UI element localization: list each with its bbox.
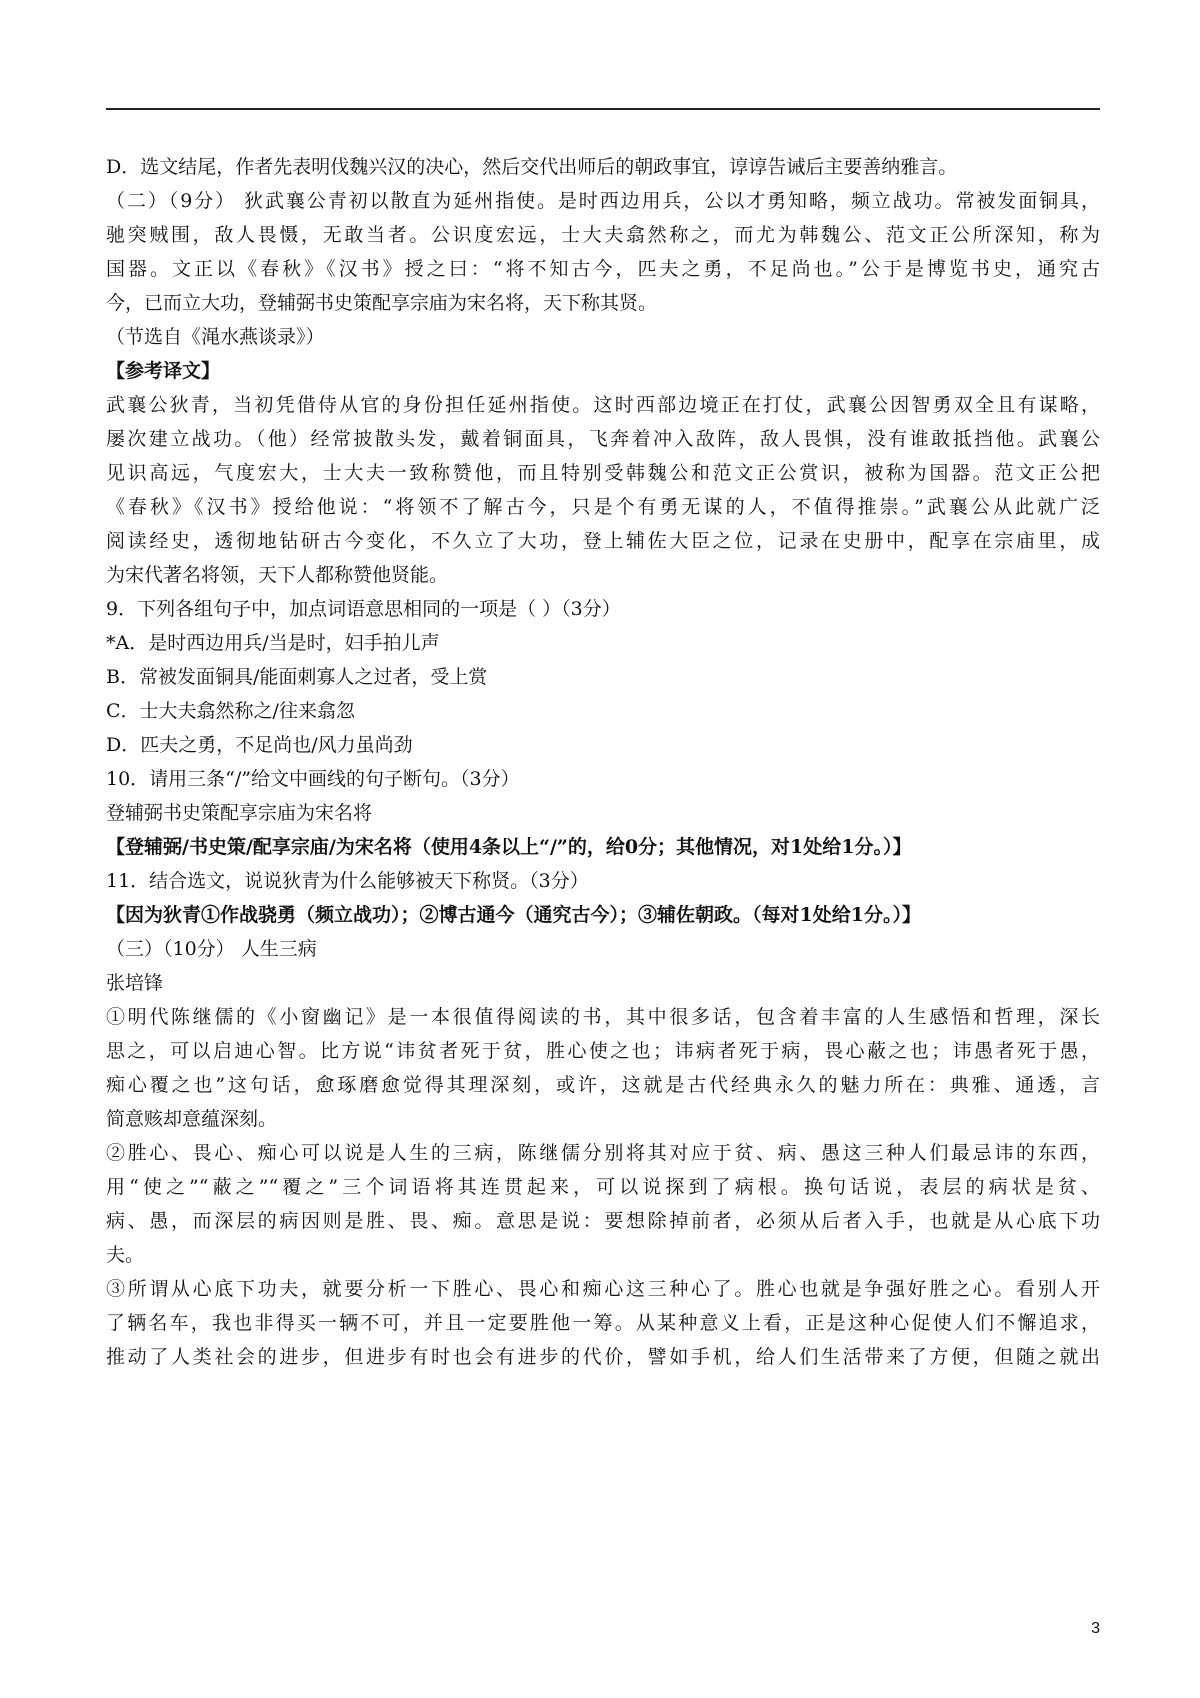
text-line: 11．结合选文，说说狄青为什么能够被天下称贤。（3分） — [106, 870, 589, 892]
text-line: ②胜心、畏心、痴心可以说是人生的三病，陈继儒分别将其对应于贫、病、愚这三种人们最忌讳的东西， — [106, 1142, 1100, 1164]
text-line: ①明代陈继儒的《小窗幽记》是一本很值得阅读的书，其中很多话，包含着丰富的人生感悟和哲理，深长 — [106, 1006, 1100, 1028]
text-line: （节选自《渑水燕谈录》） — [106, 326, 325, 348]
text-line: 了辆名车，我也非得买一辆不可，并且一定要胜他一筹。从某种意义上看，正是这种心促使人们不懈追求， — [106, 1312, 1100, 1334]
text-line: 《春秋》《汉书》授给他说：“将领不了解古今，只是个有勇无谋的人，不值得推崇。”武襄公从此就广泛 — [106, 496, 1100, 518]
text-line: （二）（9分） 狄武襄公青初以散直为延州指使。是时西边用兵，公以才勇知略，频立战功。常被发面铜具， — [106, 190, 1100, 212]
text-line: 今，已而立大功，登辅弼书史策配享宗庙为宋名将，天下称其贤。 — [106, 292, 658, 314]
text-line: 屡次建立战功。（他）经常披散头发，戴着铜面具，飞奔着冲入敌阵，敌人畏惧，没有谁敢抵挡他。武襄公 — [106, 428, 1100, 450]
text-line: 武襄公狄青，当初凭借侍从官的身份担任延州指使。这时西部边境正在打仗，武襄公因智勇双全且有谋略， — [106, 394, 1100, 416]
text-line: 阅读经史，透彻地钻研古今变化，不久立了大功，登上辅佐大臣之位，记录在史册中，配享在宗庙里，成 — [106, 530, 1100, 552]
text-line: 痴心覆之也”这句话，愈琢磨愈觉得其理深刻，或许，这就是古代经典永久的魅力所在：典雅、通透，言 — [106, 1074, 1100, 1096]
page-number: 3 — [1091, 1620, 1100, 1637]
text-line: 登辅弼书史策配享宗庙为宋名将 — [106, 802, 373, 824]
document-body — [106, 150, 1100, 1374]
header-rule — [106, 108, 1100, 110]
text-line: 【参考译文】 — [106, 360, 221, 382]
text-line: 用“使之”“蔽之”“覆之”三个词语将其连贯起来，可以说探到了病根。换句话说，表层的病状是贫、 — [106, 1176, 1100, 1198]
text-line: 为宋代著名将领，天下人都称赞他贤能。 — [106, 564, 449, 586]
text-line: 思之，可以启迪心智。比方说“讳贫者死于贫，胜心使之也；讳病者死于病，畏心蔽之也；讳愚者死于愚， — [106, 1040, 1100, 1062]
text-line: 【登辅弼/书史策/配享宗庙/为宋名将（使用4条以上“/”的，给0分；其他情况，对1处给1分。）】 — [106, 836, 912, 858]
text-line: 夫。 — [106, 1244, 145, 1266]
text-line: 驰突贼围，敌人畏慑，无敢当者。公识度宏远，士大夫翕然称之，而尤为韩魏公、范文正公所深知，称为 — [106, 224, 1100, 246]
text-line: C．士大夫翕然称之/往来翕忽 — [106, 700, 355, 722]
text-line: 9．下列各组句子中，加点词语意思相同的一项是（ ）（3分） — [106, 598, 621, 620]
text-line: 张培锋 — [106, 972, 164, 994]
text-line: B．常被发面铜具/能面刺寡人之过者，受上赏 — [106, 666, 488, 688]
text-line: 推动了人类社会的进步，但进步有时也会有进步的代价，譬如手机，给人们生活带来了方便，但随之就出 — [106, 1346, 1100, 1368]
text-line: 国器。文正以《春秋》《汉书》授之曰：“将不知古今，匹夫之勇，不足尚也。”公于是博览书史，通究古 — [106, 258, 1100, 280]
text-line: 见识高远，气度宏大，士大夫一致称赞他，而且特别受韩魏公和范文正公赏识，被称为国器。范文正公把 — [106, 462, 1100, 484]
text-line: （三）（10分） 人生三病 — [106, 938, 317, 960]
text-line: *A．是时西边用兵/当是时，妇手拍儿声 — [106, 632, 440, 654]
text-line: ③所谓从心底下功夫，就要分析一下胜心、畏心和痴心这三种心了。胜心也就是争强好胜之心。看别人开 — [106, 1278, 1100, 1300]
text-line: 简意赅却意蕴深刻。 — [106, 1108, 278, 1130]
text-line: D．选文结尾，作者先表明伐魏兴汉的决心，然后交代出师后的朝政事宜，谆谆告诫后主要善纳雅言。 — [106, 156, 958, 178]
text-line: 病、愚，而深层的病因则是胜、畏、痴。意思是说：要想除掉前者，必须从后者入手，也就是从心底下功 — [106, 1210, 1100, 1232]
text-line: 【因为狄青①作战骁勇（频立战功）；②博古通今（通究古今）；③辅佐朝政。（每对1处给1分。）】 — [106, 904, 921, 926]
text-line: 10．请用三条“/”给文中画线的句子断句。（3分） — [106, 768, 520, 790]
text-line: D．匹夫之勇，不足尚也/风力虽尚劲 — [106, 734, 413, 756]
